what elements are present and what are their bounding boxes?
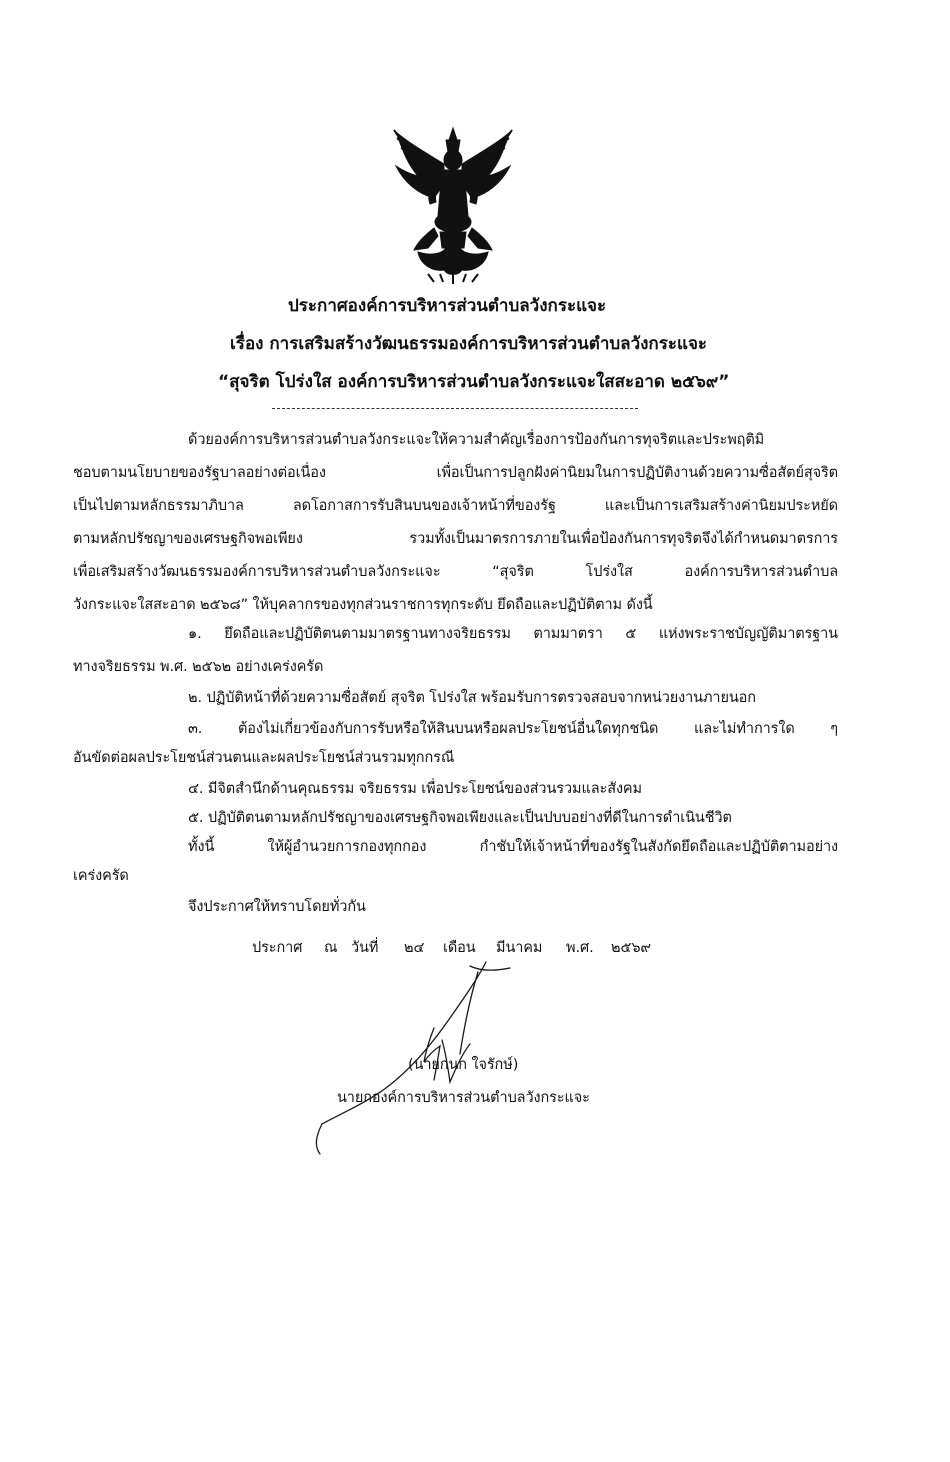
date-at-label: ณ [324,940,338,956]
list-item-3: ๓. ต้องไม่เกี่ยวข้องกับการรับหรือให้สินบนหรือผลประโยชน์อื่นใดทุกชนิด และไม่ทำการใด ๆ [188,721,838,737]
paragraph-line: เป็นไปตามหลักธรรมาภิบาล ลดโอกาสการรับสินบนของเจ้าหน้าที่ของรัฐ และเป็นการเสริมสร้างค่านิยมประหยัด [73,498,838,514]
date-year: ๒๕๖๙ [611,940,651,956]
list-item-4: ๔. มีจิตสำนึกด้านคุณธรรม จริยธรรม เพื่อประโยชน์ของส่วนรวมและสังคม [188,781,642,797]
list-item-1: ๑. ยึดถือและปฏิบัติตนตามมาตรฐานทางจริยธรรม ตามมาตรา ๕ แห่งพระราชบัญญัติมาตรฐาน [188,626,838,642]
list-item-5: ๕. ปฏิบัติตนตามหลักปรัชญาของเศรษฐกิจพอเพียงและเป็นปบบอย่างที่ดีในการดำเนินชีวิต [188,810,732,826]
date-day: ๒๔ [404,940,425,956]
paragraph-line: วังกระแจะใสสะอาด ๒๕๖๘” ให้บุคลากรของทุกส่วนราชการทุกระดับ ยึดถือและปฏิบัติตาม ดังนี้ [73,597,653,613]
date-month-label: เดือน [443,940,476,956]
divider-line [272,408,638,409]
list-item-1-continued: ทางจริยธรรม พ.ศ. ๒๕๖๒ อย่างเคร่งครัด [73,659,324,675]
date-era: พ.ศ. [566,940,594,956]
closing-line: ทั้งนี้ ให้ผู้อำนวยการกองทุกกอง กำชับให้เจ้าหน้าที่ของรัฐในสังกัดยึดถือและปฏิบัติตามอย่าง [188,839,838,855]
paragraph-line: ด้วยองค์การบริหารส่วนตำบลวังกระแจะให้ความสำคัญเรื่องการป้องกันการทุจริตและประพฤติมิ [188,432,765,448]
date-month: มีนาคม [496,940,543,956]
announcement-notice: จึงประกาศให้ทราบโดยทั่วกัน [188,899,366,915]
paragraph-line: ตามหลักปรัชญาของเศรษฐกิจพอเพียง รวมทั้งเป็นมาตรการภายในเพื่อป้องกันการทุจริตจึงได้กำหนดมาตรการ [73,531,838,547]
announcement-title: ประกาศองค์การบริหารส่วนตำบลวังกระแจะ [288,296,607,316]
paragraph-line: ชอบตามนโยบายของรัฐบาลอย่างต่อเนื่อง เพื่อเป็นการปลูกฝังค่านิยมในการปฏิบัติงานด้วยความซื่อสัตย์สุจริต [73,465,838,481]
closing-line-continued: เคร่งครัด [73,868,129,884]
signatory-position: นายกองค์การบริหารส่วนตำบลวังกระแจะ [337,1090,590,1106]
date-day-label: วันที่ [351,940,379,956]
date-announced-label: ประกาศ [252,940,303,956]
paragraph-line: เพื่อเสริมสร้างวัฒนธรรมองค์การบริหารส่วนตำบลวังกระแจะ “สุจริต โปร่งใส องค์การบริหารส่วนตำบล [73,564,838,580]
announcement-subject: เรื่อง การเสริมสร้างวัฒนธรรมองค์การบริหารส่วนตำบลวังกระแจะ [230,334,708,354]
list-item-3-continued: อันขัดต่อผลประโยชน์ส่วนตนและผลประโยชน์ส่วนรวมทุกกรณี [73,750,455,766]
announcement-slogan: “สุจริต โปร่งใส องค์การบริหารส่วนตำบลวังกระแจะใสสะอาด ๒๕๖๙” [218,372,730,392]
list-item-2: ๒. ปฏิบัติหน้าที่ด้วยความซื่อสัตย์ สุจริต โปร่งใส พร้อมรับการตรวจสอบจากหน่วยงานภายนอก [188,690,756,706]
garuda-emblem-icon [388,124,518,284]
signatory-name: (นายกนก ใจรักษ์) [408,1057,519,1073]
